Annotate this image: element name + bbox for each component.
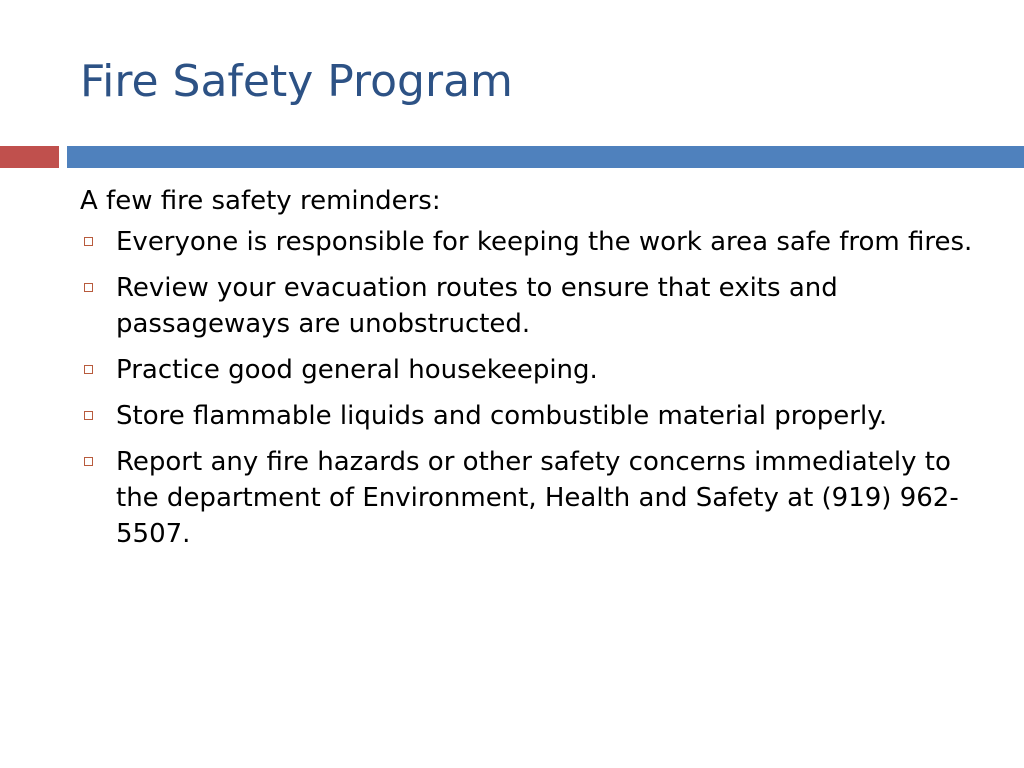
- bullet-item: [80, 398, 980, 434]
- bullet-text: Report any fire hazards or other safety concerns immediately to the department of Environment, Health and Safety at (919) 962-5507.: [116, 447, 959, 549]
- bullet-text: Store flammable liquids and combustible material properly.: [116, 401, 888, 431]
- title-divider-blue: [67, 146, 1024, 168]
- bullet-item: [80, 352, 980, 388]
- title-divider-red: [0, 146, 59, 168]
- hollow-square-bullet-icon: [84, 365, 93, 374]
- bullet-item: [80, 224, 980, 260]
- hollow-square-bullet-icon: [84, 283, 93, 292]
- slide-body: [80, 183, 980, 562]
- bullet-item: [80, 270, 980, 342]
- bullet-list: [80, 224, 980, 552]
- bullet-text: Practice good general housekeeping.: [116, 355, 598, 385]
- slide-title: Fire Safety Program: [80, 56, 513, 107]
- bullet-text: Everyone is responsible for keeping the work area safe from fires.: [116, 227, 973, 257]
- hollow-square-bullet-icon: [84, 411, 93, 420]
- hollow-square-bullet-icon: [84, 237, 93, 246]
- intro-text: A few fire safety reminders:: [80, 186, 441, 216]
- hollow-square-bullet-icon: [84, 457, 93, 466]
- bullet-text: Review your evacuation routes to ensure that exits and passageways are unobstructed.: [116, 273, 838, 339]
- bullet-item: [80, 444, 980, 552]
